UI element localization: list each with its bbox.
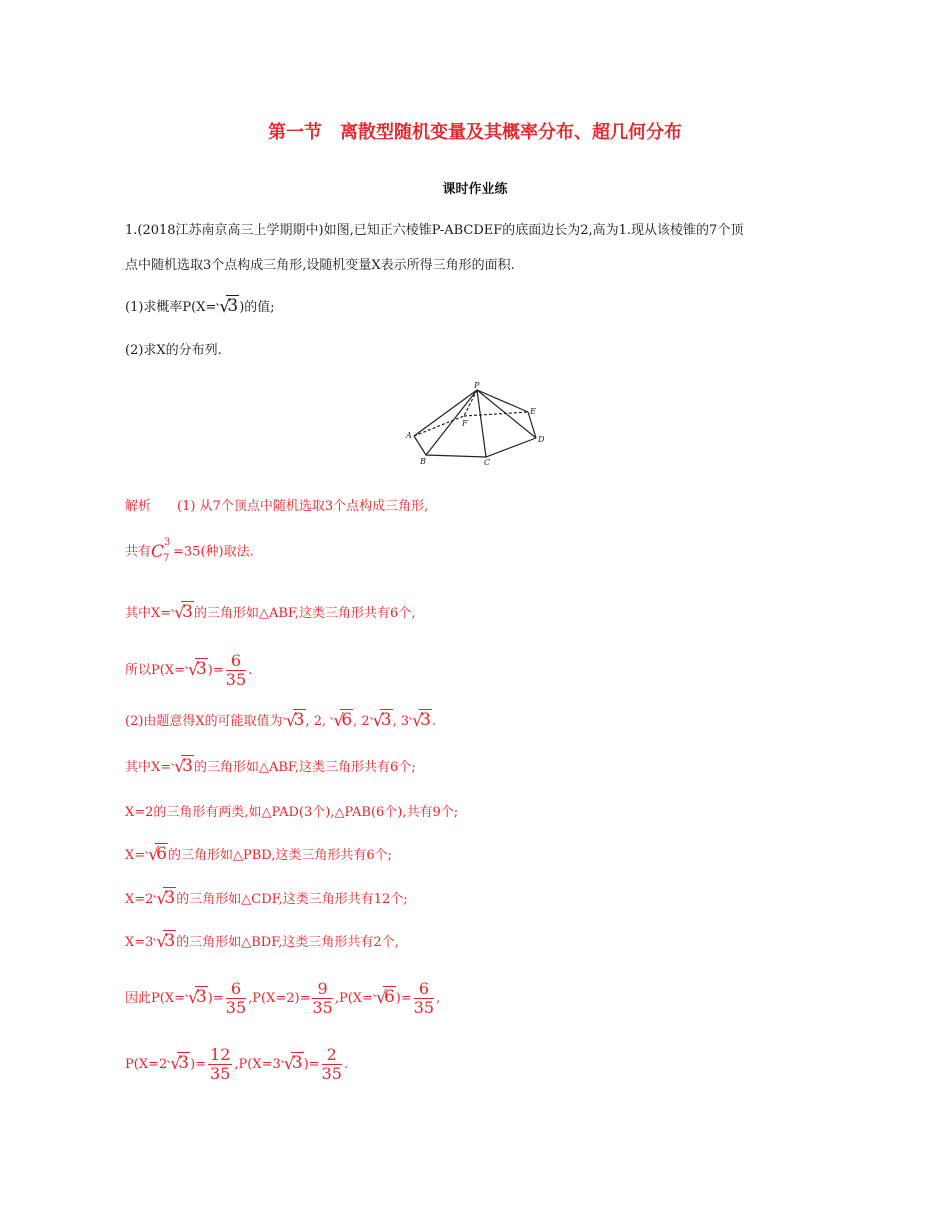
sqrt-3	[171, 604, 194, 621]
radical-sign: √	[283, 1054, 295, 1074]
radicand: 3	[195, 659, 207, 679]
s9-pre: X=2	[125, 892, 154, 907]
solution-line-7: X=2的三角形有两类,如△PAD(3个),△PAB(6个),共有9个;	[125, 805, 459, 820]
s11-a: )=	[207, 991, 224, 1006]
s12-c: )=	[303, 1057, 320, 1072]
s5-end: .	[431, 714, 437, 729]
section-title: 第一节 离散型随机变量及其概率分布、超几何分布	[268, 122, 682, 143]
s5-sep2: , 2	[353, 714, 370, 729]
label-p: P	[474, 381, 480, 390]
solution-line-1: 解析 (1) 从7个顶点中随机选取3个点构成三角形,	[125, 499, 429, 514]
sqrt-3	[281, 1055, 304, 1072]
sqrt-3	[153, 890, 176, 907]
radicand: 3	[182, 602, 193, 622]
sqrt-3	[185, 661, 208, 678]
sqrt-3	[185, 989, 208, 1006]
sqrt-3	[370, 712, 393, 729]
s8-post: 的三角形如△PBD,这类三角形共有6个;	[167, 848, 393, 863]
radical-sign: √	[285, 711, 297, 731]
denominator: 35	[225, 998, 247, 1017]
fraction-2-35	[322, 1046, 342, 1083]
sqrt-6	[330, 712, 353, 729]
solution-line-2	[125, 537, 254, 564]
label-c: C	[484, 458, 491, 467]
radical-sign: √	[412, 711, 423, 731]
s11-c: ,P(X=	[334, 991, 373, 1006]
fraction-12-35	[208, 1046, 232, 1083]
radical-sign: √	[187, 660, 199, 680]
solution-line-3	[125, 604, 415, 621]
radical-sign: √	[148, 845, 159, 865]
s4-mid: )=	[207, 663, 224, 678]
radical-sign: √	[170, 1054, 182, 1074]
denominator: 35	[210, 1064, 231, 1083]
s9-post: 的三角形如△CDF,这类三角形共有12个;	[176, 892, 408, 907]
s5-pre: (2)由题意得X的可能取值为	[125, 714, 283, 729]
solution-line-4	[125, 652, 252, 689]
question-1-pre: (1)求概率P(X=	[125, 300, 217, 315]
problem-line-2: 点中随机选取3个点构成三角形,设随机变量X表示所得三角形的面积.	[125, 258, 515, 273]
numerator: 6	[226, 652, 246, 671]
solution-line-10	[125, 933, 399, 950]
period: .	[248, 663, 253, 678]
solution-line-12	[125, 1046, 348, 1083]
s10-pre: X=3	[125, 935, 154, 950]
s4-pre: 所以P(X=	[125, 663, 185, 678]
s2-pre: 共有	[125, 544, 152, 560]
comb-sub: 7	[163, 553, 170, 564]
sqrt-3	[167, 1055, 190, 1072]
label-a: A	[406, 431, 412, 440]
s11-pre: 因此P(X=	[125, 991, 185, 1006]
radical-sign: √	[219, 297, 231, 317]
fraction-6-35	[226, 652, 246, 689]
fraction-6-35	[226, 980, 246, 1017]
comb-sup: 3	[164, 537, 171, 548]
solution-line-6	[125, 758, 416, 775]
sqrt-3	[409, 712, 432, 729]
s12-pre: P(X=2	[125, 1057, 168, 1072]
radical-sign: √	[156, 889, 168, 909]
radical-sign: √	[375, 988, 387, 1008]
question-1	[125, 298, 275, 315]
radicand: 3	[182, 756, 193, 776]
solution-line-8	[125, 846, 392, 863]
radicand: 3	[293, 710, 305, 730]
label-f: F	[462, 419, 468, 428]
radical-sign: √	[187, 988, 199, 1008]
problem-line-1: 1.(2018江苏南京高三上学期期中)如图,已知正六棱锥P-ABCDEF的底面边长为2,高为1.现从该棱锥的7个顶	[125, 223, 744, 238]
s12-b: ,P(X=3	[234, 1057, 281, 1072]
radicand: 3	[291, 1053, 303, 1073]
question-1-post: )的值;	[239, 300, 275, 315]
fraction-6-35	[414, 980, 434, 1017]
s2-post: =35(种)取法.	[173, 544, 254, 560]
numerator: 2	[322, 1046, 342, 1065]
radicand: 3	[164, 931, 176, 951]
sqrt-3	[153, 933, 176, 950]
radicand: 3	[195, 987, 207, 1007]
sqrt-6	[145, 846, 168, 863]
s12-end: .	[343, 1057, 349, 1072]
radicand: 6	[341, 710, 353, 730]
radical-sign: √	[174, 603, 185, 623]
denominator: 35	[321, 1064, 342, 1083]
s11-d: )=	[395, 991, 412, 1006]
comb-letter: C	[151, 542, 165, 562]
combination-c7-3	[151, 537, 173, 564]
denominator: 35	[225, 670, 247, 689]
s5-sep3: , 3	[392, 714, 410, 729]
radicand: 3	[164, 888, 176, 908]
radical-sign: √	[333, 711, 345, 731]
radicand: 3	[178, 1053, 190, 1073]
label-e: E	[530, 407, 536, 416]
s6-pre: 其中X=	[125, 760, 172, 775]
sqrt-3	[171, 758, 194, 775]
numerator: 6	[226, 980, 246, 999]
radicand: 6	[383, 987, 395, 1007]
s8-pre: X=	[125, 848, 146, 863]
question-2: (2)求X的分布列.	[125, 343, 222, 358]
hexagonal-pyramid-figure	[400, 380, 550, 470]
sqrt-3	[283, 712, 306, 729]
solution-line-11	[125, 980, 440, 1017]
numerator: 9	[312, 980, 332, 999]
numerator: 6	[414, 980, 434, 999]
radicand: 3	[227, 296, 239, 316]
radicand: 6	[156, 844, 167, 864]
solution-line-9	[125, 890, 408, 907]
s11-end: ,	[436, 991, 441, 1006]
exercise-subtitle: 课时作业练	[442, 182, 508, 197]
label-b: B	[420, 457, 426, 466]
label-d: D	[538, 435, 545, 444]
radical-sign: √	[156, 932, 168, 952]
s11-b: ,P(X=2)=	[248, 991, 311, 1006]
s3-post: 的三角形如△ABF,这类三角形共有6个,	[193, 606, 416, 621]
fraction-9-35	[312, 980, 332, 1017]
s6-post: 的三角形如△ABF,这类三角形共有6个;	[193, 760, 416, 775]
radicand: 3	[420, 710, 431, 730]
sqrt-3	[216, 298, 239, 315]
radicand: 3	[380, 710, 392, 730]
denominator: 35	[312, 998, 333, 1017]
numerator: 12	[210, 1045, 231, 1064]
s3-pre: 其中X=	[125, 606, 172, 621]
s12-a: )=	[190, 1057, 207, 1072]
solution-line-5	[125, 712, 436, 729]
sqrt-6	[373, 989, 396, 1006]
s5-sep1: , 2,	[305, 714, 331, 729]
s10-post: 的三角形如△BDF,这类三角形共有2个,	[176, 935, 399, 950]
radical-sign: √	[372, 711, 384, 731]
denominator: 35	[413, 998, 435, 1017]
radical-sign: √	[174, 757, 185, 777]
